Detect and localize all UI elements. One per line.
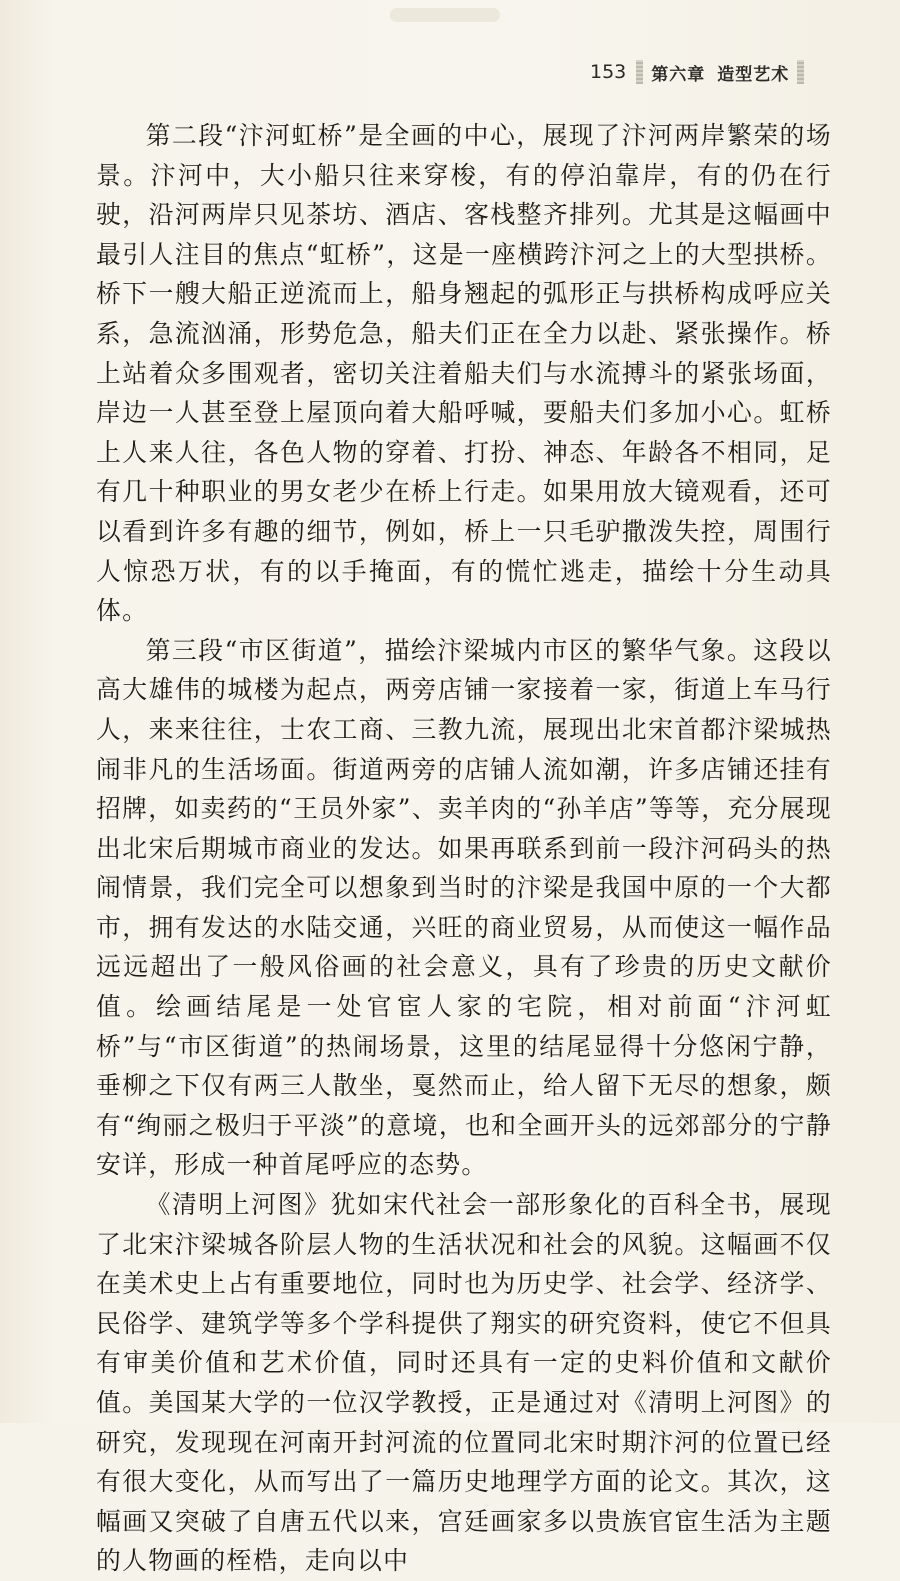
- body-text: [96, 116, 832, 1581]
- header-divider-bar: [636, 60, 643, 84]
- running-header: [590, 58, 804, 86]
- paragraph-significance: 《清明上河图》犹如宋代社会一部形象化的百科全书，展现了北宋汴梁城各阶层人物的生活状况和社会的风貌。这幅画不仅在美术史上占有重要地位，同时也为历史学、社会学、经济学、民俗学、建筑学等多个学科提供了翔实的研究资料，使它不但具有审美价值和艺术价值，同时还具有一定的史料价值和文献价值。美国某大学的一位汉学教授，正是通过对《清明上河图》的研究，发现现在河南开封河流的位置同北宋时期汴河的位置已经有很大变化，从而写出了一篇历史地理学方面的论文。其次，这幅画又突破了自唐五代以来，宫廷画家多以贵族官宦生活为主题的人物画的桎梏，走向以中: [96, 1190, 832, 1576]
- header-end-bar: [797, 60, 804, 84]
- paragraph-city-street: 第三段“市区街道”，描绘汴梁城内市区的繁华气象。这段以高大雄伟的城楼为起点，两旁店铺一家接着一家，街道上车马行人，来来往往，士农工商、三教九流，展现出北宋首都汴梁城热闹非凡的生活场面。街道两旁的店铺人流如潮，许多店铺还挂有招牌，如卖药的“王员外家”、卖羊肉的“孙羊店”等等，充分展现出北宋后期城市商业的发达。如果再联系到前一段汴河码头的热闹情景，我们完全可以想象到当时的汴梁是我国中原的一个大都市，拥有发达的水陆交通，兴旺的商业贸易，从而使这一幅作品远远超出了一般风俗画的社会意义，具有了珍贵的历史文献价值。绘画结尾是一处官宦人家的宅院，相对前面“汴河虹桥”与“市区街道”的热闹场景，这里的结尾显得十分悠闲宁静，垂柳之下仅有两三人散坐，戛然而止，给人留下无尽的想象，颇有“绚丽之极归于平淡”的意境，也和全画开头的远郊部分的宁静安详，形成一种首尾呼应的态势。: [96, 635, 832, 1180]
- chapter-label: 第六章: [651, 64, 706, 85]
- section-label: 造型艺术: [717, 64, 790, 85]
- scan-smudge: [390, 8, 500, 22]
- paragraph-bianhe-bridge: 第二段“汴河虹桥”是全画的中心，展现了汴河两岸繁荣的场景。汴河中，大小船只往来穿梭，有的停泊靠岸，有的仍在行驶，沿河两岸只见茶坊、酒店、客栈整齐排列。尤其是这幅画中最引人注目的焦点“虹桥”，这是一座横跨汴河之上的大型拱桥。桥下一艘大船正逆流而上，船身翘起的弧形正与拱桥构成呼应关系，急流汹涌，形势危急，船夫们正在全力以赴、紧张操作。桥上站着众多围观者，密切关注着船夫们与水流搏斗的紧张场面，岸边一人甚至登上屋顶向着大船呼喊，要船夫们多加小心。虹桥上人来人往，各色人物的穿着、打扮、神态、年龄各不相同，足有几十种职业的男女老少在桥上行走。如果用放大镜观看，还可以看到许多有趣的细节，例如，桥上一只毛驴撒泼失控，周围行人惊恐万状，有的以手掩面，有的慌忙逃走，描绘十分生动具体。: [96, 121, 832, 626]
- page-number: 153: [590, 61, 627, 83]
